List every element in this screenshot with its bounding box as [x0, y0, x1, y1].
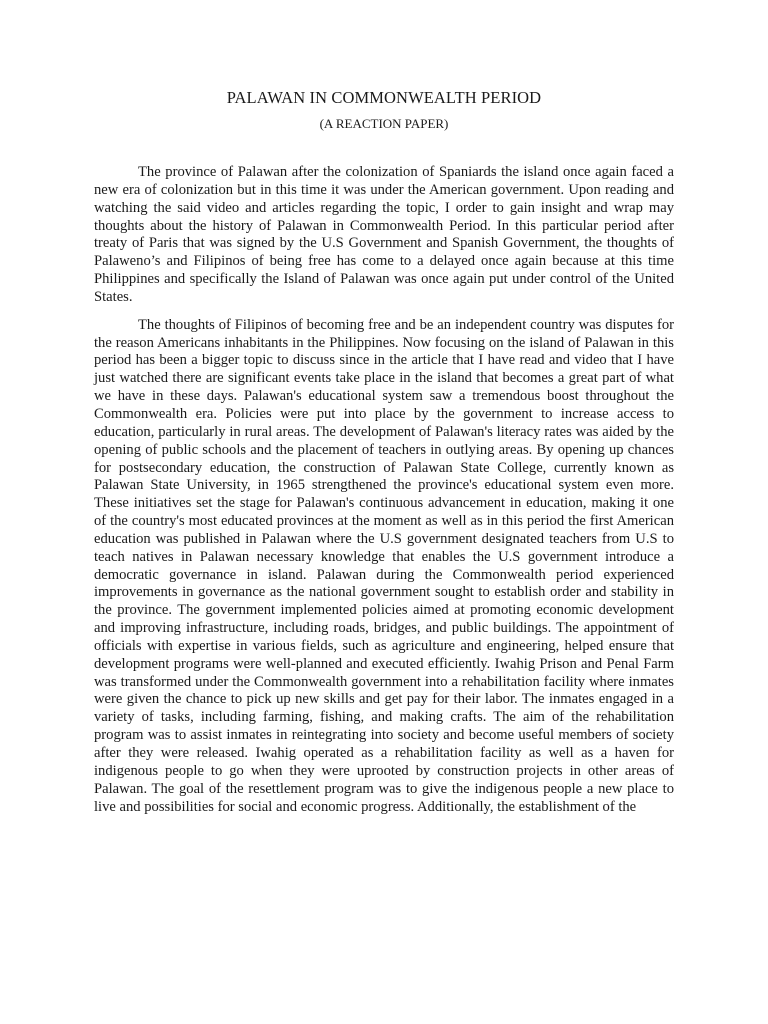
paragraph-1: The province of Palawan after the colonization of Spaniards the island once again faced a new era of colonization but in this time it was under the American government. Upon reading and watching the said video and articles regarding the topic, I order to gain insight and wrap may thoughts about the history of Palawan in Commonwealth Period. In this particular period after treaty of Paris that was signed by the U.S Government and Spanish Government, the thoughts of Palaweno’s and Filipinos of being free has come to a delayed once again because at this time Philippines and specifically the Island of Palawan was once again put under control of the United States. — [94, 164, 674, 305]
document-subtitle: (A REACTION PAPER) — [319, 116, 449, 131]
paragraph-2: The thoughts of Filipinos of becoming free and be an independent country was disputes for the reason Americans inhabitants in the Philippines. Now focusing on the island of Palawan in this period has been a bigger topic to discuss since in the article that I have read and video that I have just watched there are significant events take place in the island that becomes a great part of what we have in these days. Palawan's educational system saw a tremendous boost throughout the Commonwealth era. Policies were put into place by the government to increase access to education, particularly in rural areas. The development of Palawan's literacy rates was aided by the opening of public schools and the placement of teachers in outlying areas. By opening up chances for postsecondary education, the construction of Palawan State College, currently known as Palawan State University, in 1965 strengthened the province's educational system even more. These initiatives set the stage for Palawan's continuous advancement in education, making it one of the country's most educated provinces at the moment as well as in this period the first American education was published in Palawan where the U.S government designated teachers from U.S to teach natives in Palawan necessary knowledge that enables the U.S government introduce a democratic governance in island. Palawan during the Commonwealth period experienced improvements in governance as the national government sought to establish order and stability in the province. The government implemented policies aimed at promoting economic development and improving infrastructure, including roads, bridges, and public buildings. The appointment of officials with expertise in various fields, such as agriculture and engineering, helped ensure that development programs were well-planned and executed efficiently. Iwahig Prison and Penal Farm was transformed under the Commonwealth government into a rehabilitation facility where inmates were given the chance to pick up new skills and get pay for their labor. The inmates engaged in a variety of tasks, including farming, fishing, and making crafts. The aim of the rehabilitation program was to assist inmates in reintegrating into society and become useful members of society after they were released. Iwahig operated as a rehabilitation facility as well as a haven for indigenous people to go when they were uprooted by construction projects in other areas of Palawan. The goal of the resettlement program was to give the indigenous people a new place to live and possibilities for social and economic progress. Additionally, the establishment of the — [94, 316, 674, 815]
document-title: PALAWAN IN COMMONWEALTH PERIOD — [226, 88, 542, 107]
document-body — [94, 164, 674, 816]
